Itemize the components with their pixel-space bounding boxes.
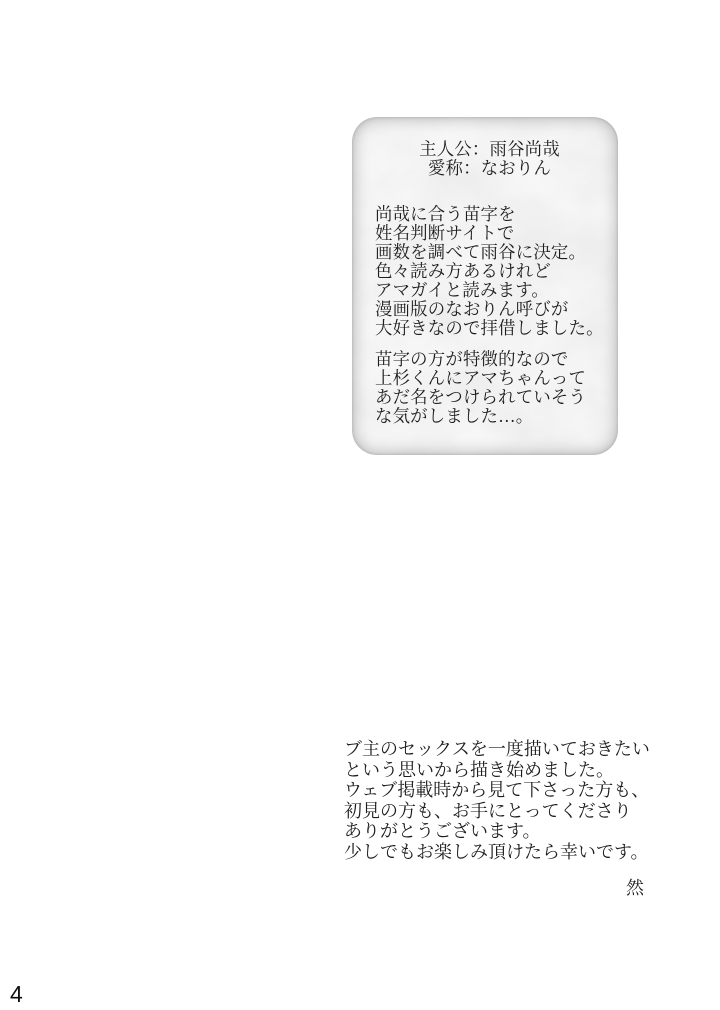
nickname-line: 愛称：なおりん	[427, 158, 552, 178]
card-paragraph-2	[375, 350, 604, 426]
card-text-line: あだ名をつけられていそう	[375, 387, 587, 407]
card-text-line: 画数を調べて雨谷に決定。	[375, 242, 587, 262]
card-text-line: 尚哉に合う苗字を	[375, 204, 516, 224]
card-text-line: 大好きなので拝借しました。	[375, 318, 604, 338]
card-text-line: 色々読み方あるけれど	[375, 261, 551, 281]
character-note-card	[352, 117, 618, 455]
card-text-line: 苗字の方が特徴的なので	[375, 349, 569, 369]
card-text-line: 上杉くんにアマちゃんって	[375, 368, 587, 388]
afterword-line: ブ主のセックスを一度描いておきたい	[344, 739, 650, 759]
card-text-line: アマガイと読みます。	[375, 280, 549, 300]
afterword-line: 少しでもお楽しみ頂けたら幸いです。	[344, 841, 649, 862]
afterword-line: ウェブ掲載時から見て下さった方も、	[344, 780, 650, 800]
card-paragraph-1	[375, 205, 604, 338]
card-text-line: な気がしました…。	[375, 406, 534, 426]
afterword-line: という思いから描き始めました。	[344, 759, 614, 780]
afterword-line: ありがとうございます。	[344, 821, 541, 841]
character-title	[375, 140, 604, 178]
author-signature: 然	[626, 878, 644, 898]
card-text-line: 漫画版のなおりん呼びが	[375, 299, 569, 319]
afterword-line: 初見の方も、お手にとってくださり	[344, 800, 632, 821]
afterword-text	[344, 739, 656, 899]
protagonist-name-line: 主人公：雨谷尚哉	[419, 139, 560, 159]
card-text-line: 姓名判断サイトで	[375, 223, 515, 243]
card-content	[352, 117, 618, 426]
page-number: 4	[10, 981, 23, 1007]
